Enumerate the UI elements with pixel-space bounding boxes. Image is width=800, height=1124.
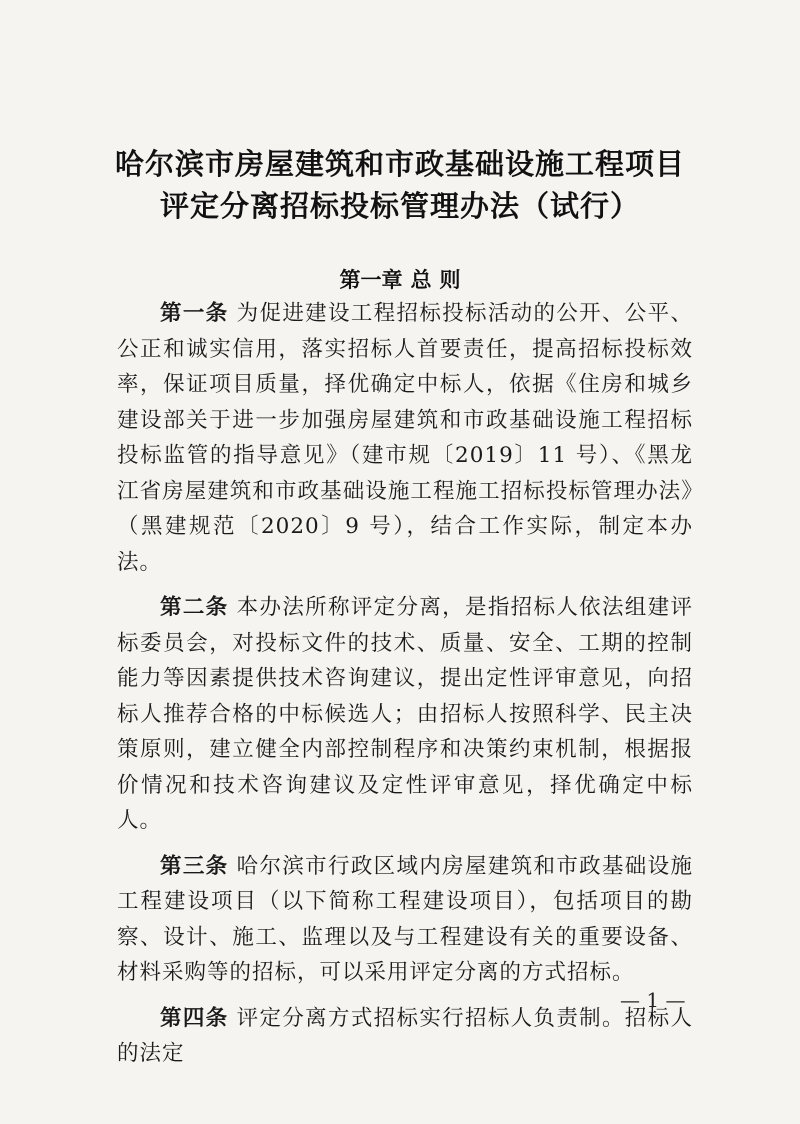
- article-label: 第四条: [160, 1005, 229, 1031]
- document-body: [117, 296, 693, 1082]
- chapter-name-char-1: 总: [410, 268, 432, 292]
- article-3: [117, 849, 693, 991]
- chapter-name-char-2: 则: [439, 268, 461, 292]
- article-label: 第一条: [160, 301, 229, 326]
- article-2: [117, 590, 693, 839]
- document-title-line-1: 哈尔滨市房屋建筑和市政基础设施工程项目: [114, 147, 685, 181]
- article-4: [117, 1001, 693, 1072]
- article-text: 本办法所称评定分离，是指招标人依法组建评标委员会，对投标文件的技术、质量、安全、工期的控制能力等因素提供技术咨询建议，提出定性评审意见，向招标人推荐合格的中标候选人；由招标人按照科学、民主决策原则，建立健全内部控制程序和决策约束机制，根据报价情况和技术咨询建议及定性评审意见，择优确定中标人。: [117, 595, 693, 833]
- article-text: 评定分离方式招标实行招标人负责制。招标人的法定: [117, 1005, 693, 1066]
- article-1: [117, 296, 693, 580]
- article-label: 第三条: [160, 853, 229, 879]
- article-label: 第二条: [160, 595, 229, 620]
- document-title-line-2: 评定分离招标投标管理办法（试行）: [159, 189, 640, 223]
- chapter-number: 第一章: [339, 268, 403, 292]
- chapter-heading: [0, 264, 800, 294]
- article-text: 为促进建设工程招标投标活动的公开、公平、公正和诚实信用，落实招标人首要责任，提高招标投标效率，保证项目质量，择优确定中标人，依据《住房和城乡建设部关于进一步加强房屋建筑和市政基础设施工程招标投标监管的指导意见》（建市规〔2019〕11 号）、《黑龙江省房屋建筑和市政基础设施工程施工招标投标管理办法》（黑建规范〔2020〕9 号），结合工作实际，制定本办法。: [117, 301, 693, 575]
- article-text: 哈尔滨市行政区域内房屋建筑和市政基础设施工程建设项目（以下简称工程建设项目），包括项目的勘察、设计、施工、监理以及与工程建设有关的重要设备、材料采购等的招标，可以采用评定分离的方式招标。: [117, 853, 693, 985]
- page-number: — 1 —: [620, 988, 686, 1012]
